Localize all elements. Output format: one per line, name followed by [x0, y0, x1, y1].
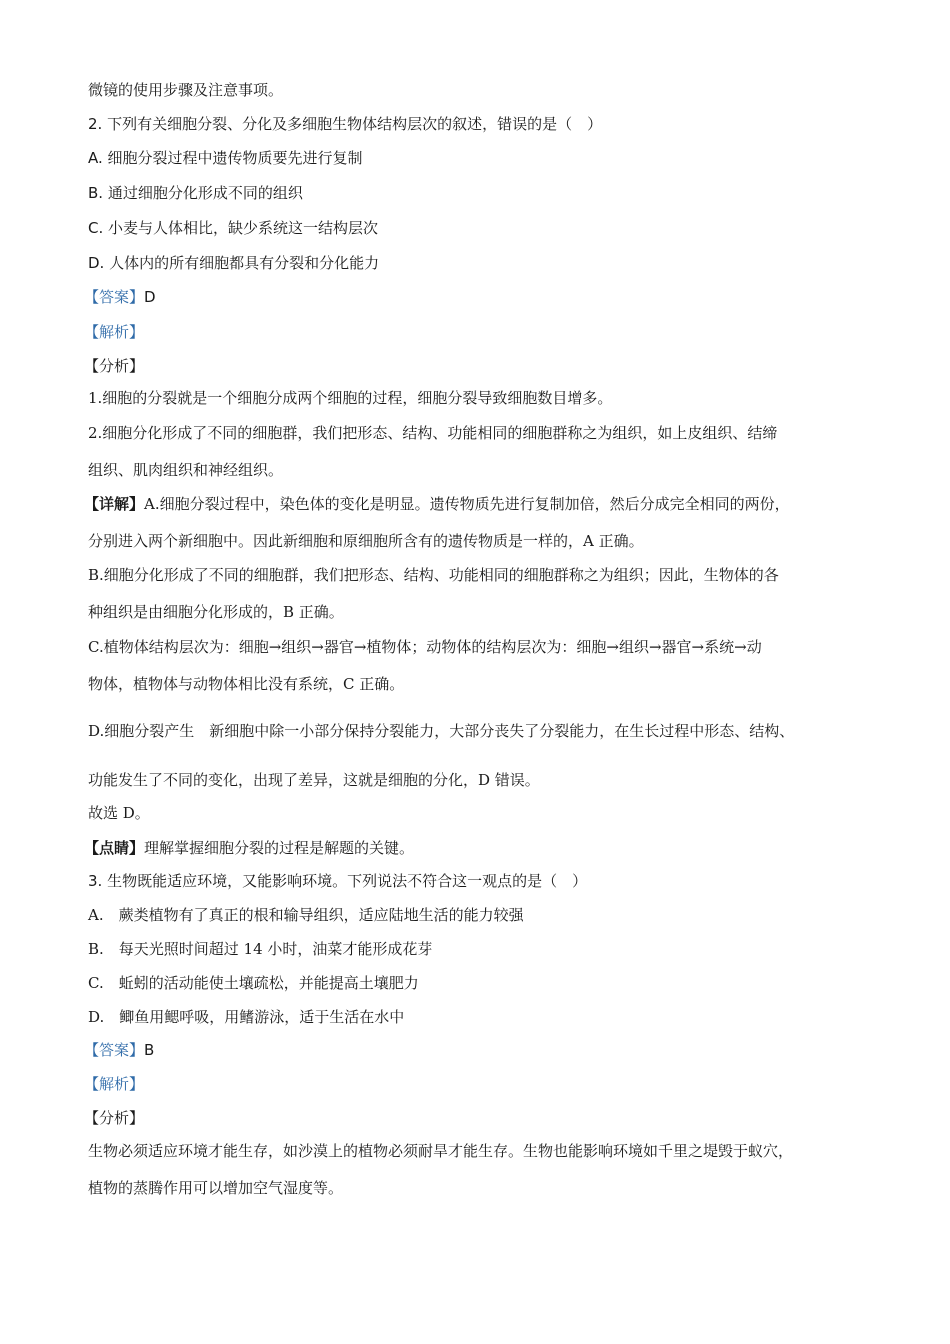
text-line: B.细胞分化形成了不同的细胞群，我们把形态、结构、功能相同的细胞群称之为组织；因此，生物体的各: [88, 566, 779, 584]
text-line: 2.细胞分化形成了不同的细胞群，我们把形态、结构、功能相同的细胞群称之为组织，如上皮组织、结缔: [88, 424, 778, 442]
question-2-option-d: D. 人体内的所有细胞都具有分裂和分化能力: [88, 254, 380, 272]
tip-line: [84, 838, 414, 858]
text-line: 功能发生了不同的变化，出现了差异，这就是细胞的分化，D 错误。: [88, 771, 540, 789]
question-3-option-c: C. 蚯蚓的活动能使土壤疏松，并能提高土壤肥力: [88, 974, 419, 992]
question-2-option-b: B. 通过细胞分化形成不同的组织: [88, 184, 303, 202]
text-line: C.植物体结构层次为：细胞→组织→器官→植物体；动物体的结构层次为：细胞→组织→器官→系统→动: [88, 638, 762, 656]
explanation-label: 【解析】: [84, 1075, 145, 1093]
question-2-stem: 2. 下列有关细胞分裂、分化及多细胞生物体结构层次的叙述，错误的是（ ）: [88, 115, 603, 133]
text-line: 分别进入两个新细胞中。因此新细胞和原细胞所含有的遗传物质是一样的，A 正确。: [88, 532, 644, 550]
text-line: 故选 D。: [88, 804, 150, 822]
answer-value: B: [144, 1041, 155, 1059]
text-line: 1.细胞的分裂就是一个细胞分成两个细胞的过程，细胞分裂导致细胞数目增多。: [88, 389, 613, 407]
text-line: 微镜的使用步骤及注意事项。: [88, 81, 284, 99]
answer-line: [84, 1040, 154, 1060]
text-line: D.细胞分裂产生 新细胞中除一小部分保持分裂能力，大部分丧失了分裂能力，在生长过程中形态、结构、: [88, 722, 795, 740]
answer-label: 【答案】: [84, 1041, 145, 1059]
detail-line: [84, 494, 790, 514]
question-3-option-b: B. 每天光照时间超过 14 小时，油菜才能形成花芽: [88, 940, 433, 958]
detail-label: 【详解】: [84, 495, 145, 513]
answer-value: D: [144, 288, 156, 306]
tip-text: 理解掌握细胞分裂的过程是解题的关键。: [144, 839, 415, 857]
text-line: 生物必须适应环境才能生存，如沙漠上的植物必须耐旱才能生存。生物也能影响环境如千里之堤毁于蚁穴，: [88, 1142, 794, 1160]
question-3-option-a: A. 蕨类植物有了真正的根和输导组织，适应陆地生活的能力较强: [88, 906, 524, 924]
answer-label: 【答案】: [84, 288, 145, 306]
question-3-stem: 3. 生物既能适应环境，又能影响环境。下列说法不符合这一观点的是（ ）: [88, 872, 588, 890]
question-3-option-d: D. 鲫鱼用鳃呼吸，用鳍游泳，适于生活在水中: [88, 1008, 405, 1026]
detail-text: A.细胞分裂过程中，染色体的变化是明显。遗传物质先进行复制加倍，然后分成完全相同的两份，: [144, 495, 790, 513]
question-2-option-a: A. 细胞分裂过程中遗传物质要先进行复制: [88, 149, 363, 167]
tip-label: 【点睛】: [84, 839, 145, 857]
text-line: 物体，植物体与动物体相比没有系统，C 正确。: [88, 675, 405, 693]
analysis-label: 【分析】: [84, 357, 145, 375]
text-line: 种组织是由细胞分化形成的，B 正确。: [88, 603, 344, 621]
answer-line: [84, 287, 156, 307]
question-2-option-c: C. 小麦与人体相比，缺少系统这一结构层次: [88, 219, 379, 237]
text-line: 植物的蒸腾作用可以增加空气湿度等。: [88, 1179, 344, 1197]
analysis-label: 【分析】: [84, 1109, 145, 1127]
explanation-label: 【解析】: [84, 323, 145, 341]
text-line: 组织、肌肉组织和神经组织。: [88, 461, 284, 479]
